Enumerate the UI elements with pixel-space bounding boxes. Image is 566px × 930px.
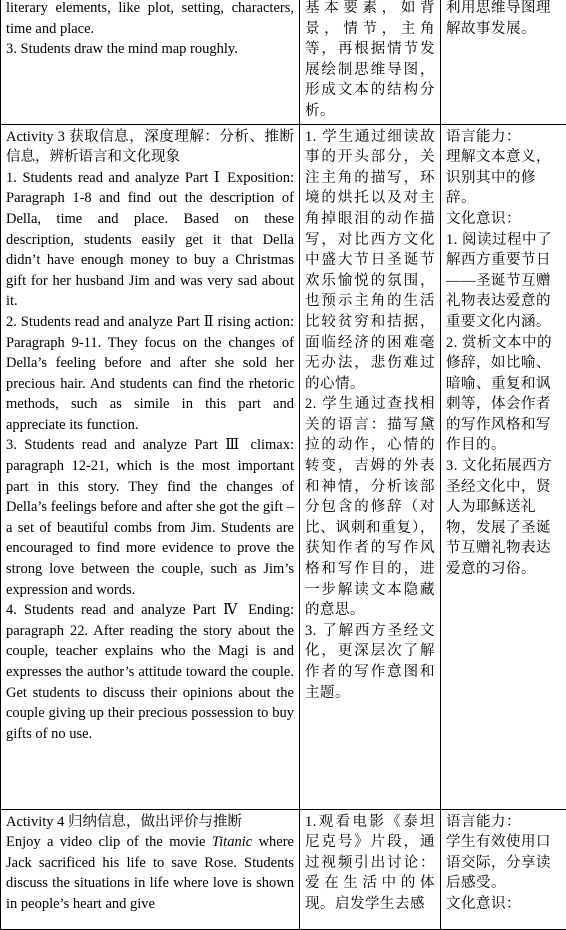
objective-cell [441,124,566,809]
activity-text: 2. Students read and analyze Part Ⅱ rising action: Paragraph 9-11. They focus on the changes of Della’s feeling before and after she sold her precious hair. And students can find the rhetoric methods, such as simile in this part and appreciate its function. [6,312,294,436]
objective-label: 文化意识： [446,894,561,915]
objective-text: 利用思维导图理解故事发展。 [446,0,561,39]
student-activity-text: 3. 了解西方圣经文化，更深层次了解作者的写作意图和主题。 [305,621,435,703]
activity-text-part: Enjoy a video clip of the movie [6,834,212,850]
objective-cell [441,809,566,929]
activity-text: 3. Students read and analyze Part Ⅲ climax: paragraph 12-21, which is the most important part in this story. They find the changes of Della’s feelings before and after she got the gift – a set of beautiful combs from Jim. Students are encouraged to find more evidence to prove the strong love between the couple, such as Jim’s expression and words. [6,435,294,600]
activity-text-part: where Jack sacrificed his life to save Rose. Students discuss the situations in life where love is shown in people’s heart and give [6,834,294,912]
student-activity-cell [300,124,441,809]
activity-text: 3. Students draw the mind map roughly. [6,39,294,60]
table-row [1,809,566,929]
activity-text: literary elements, like plot, setting, characters, time and place. [6,0,294,39]
movie-title: Titanic [212,834,252,850]
activity-text: 4. Students read and analyze Part Ⅳ Ending: paragraph 22. After reading the story about the couple, teacher explains who the Magi is and expresses the author’s attitude toward the couple. Get students to discuss their opinions about the couple giving up their precious possession to buy gifts of no use. [6,600,294,744]
activity-heading: Activity 3 获取信息，深度理解：分析、推断信息，辨析语言和文化现象 [6,127,294,168]
table-row [1,0,566,124]
activity-cell [1,809,300,929]
objective-text: 理解文本意义，识别其中的修辞。 [446,147,561,209]
student-activity-cell [300,809,441,929]
objective-text: 1. 阅读过程中了解西方重要节日——圣诞节互赠礼物表达爱意的重要文化内涵。 [446,230,561,333]
activity-text [6,832,294,914]
objective-text: 2. 赏析文本中的修辞，如比喻、暗喻、重复和讽刺等，体会作者的写作风格和写作目的。 [446,333,561,457]
student-activity-text: 2. 学生通过查找相关的语言：描写黛拉的动作，心情的转变，吉姆的外表和神情，分析该部分包含的修辞（对比、讽刺和重复），获知作者的写作风格和写作目的，进一步解读文本隐藏的意思。 [305,394,435,621]
objective-text: 学生有效使用口语交际，分享读后感受。 [446,832,561,894]
objective-label: 语言能力： [446,127,561,148]
student-activity-text: 1. 学生通过细读故事的开头部分，关注主角的描写，环境的烘托以及对主角掉眼泪的动作描写，对比西方文化中盛大节日圣诞节欢乐愉悦的氛围，也预示主角的生活比较贫穷和拮据，面临经济的困难毫无办法，悲伤难过的心情。 [305,127,435,395]
activity-cell [1,124,300,809]
objective-label: 文化意识： [446,209,561,230]
student-activity-cell [300,0,441,124]
activity-text: 1. Students read and analyze Part Ⅰ Exposition: Paragraph 1-8 and find out the description of Della, time and place. Based on these description, students easily get it that Della didn’t have enough money to buy a Christmas gift for her husband Jim and was very sad about it. [6,168,294,312]
objective-text: 3. 文化拓展西方圣经文化中，贤人为耶稣送礼物，发展了圣诞节互赠礼物表达爱意的习俗。 [446,456,561,580]
student-activity-text: 基本要素，如背景，情节，主角等，再根据情节发展绘制思维导图，形成文本的结构分析。 [305,0,435,122]
objective-cell [441,0,566,124]
objective-label: 语言能力： [446,812,561,833]
table-row [1,124,566,809]
activity-cell [1,0,300,124]
activity-heading: Activity 4 归纳信息，做出评价与推断 [6,812,294,833]
student-activity-text: 1.观看电影《泰坦尼克号》片段，通过视频引出讨论：爱在生活中的体现。启发学生去感 [305,812,435,915]
